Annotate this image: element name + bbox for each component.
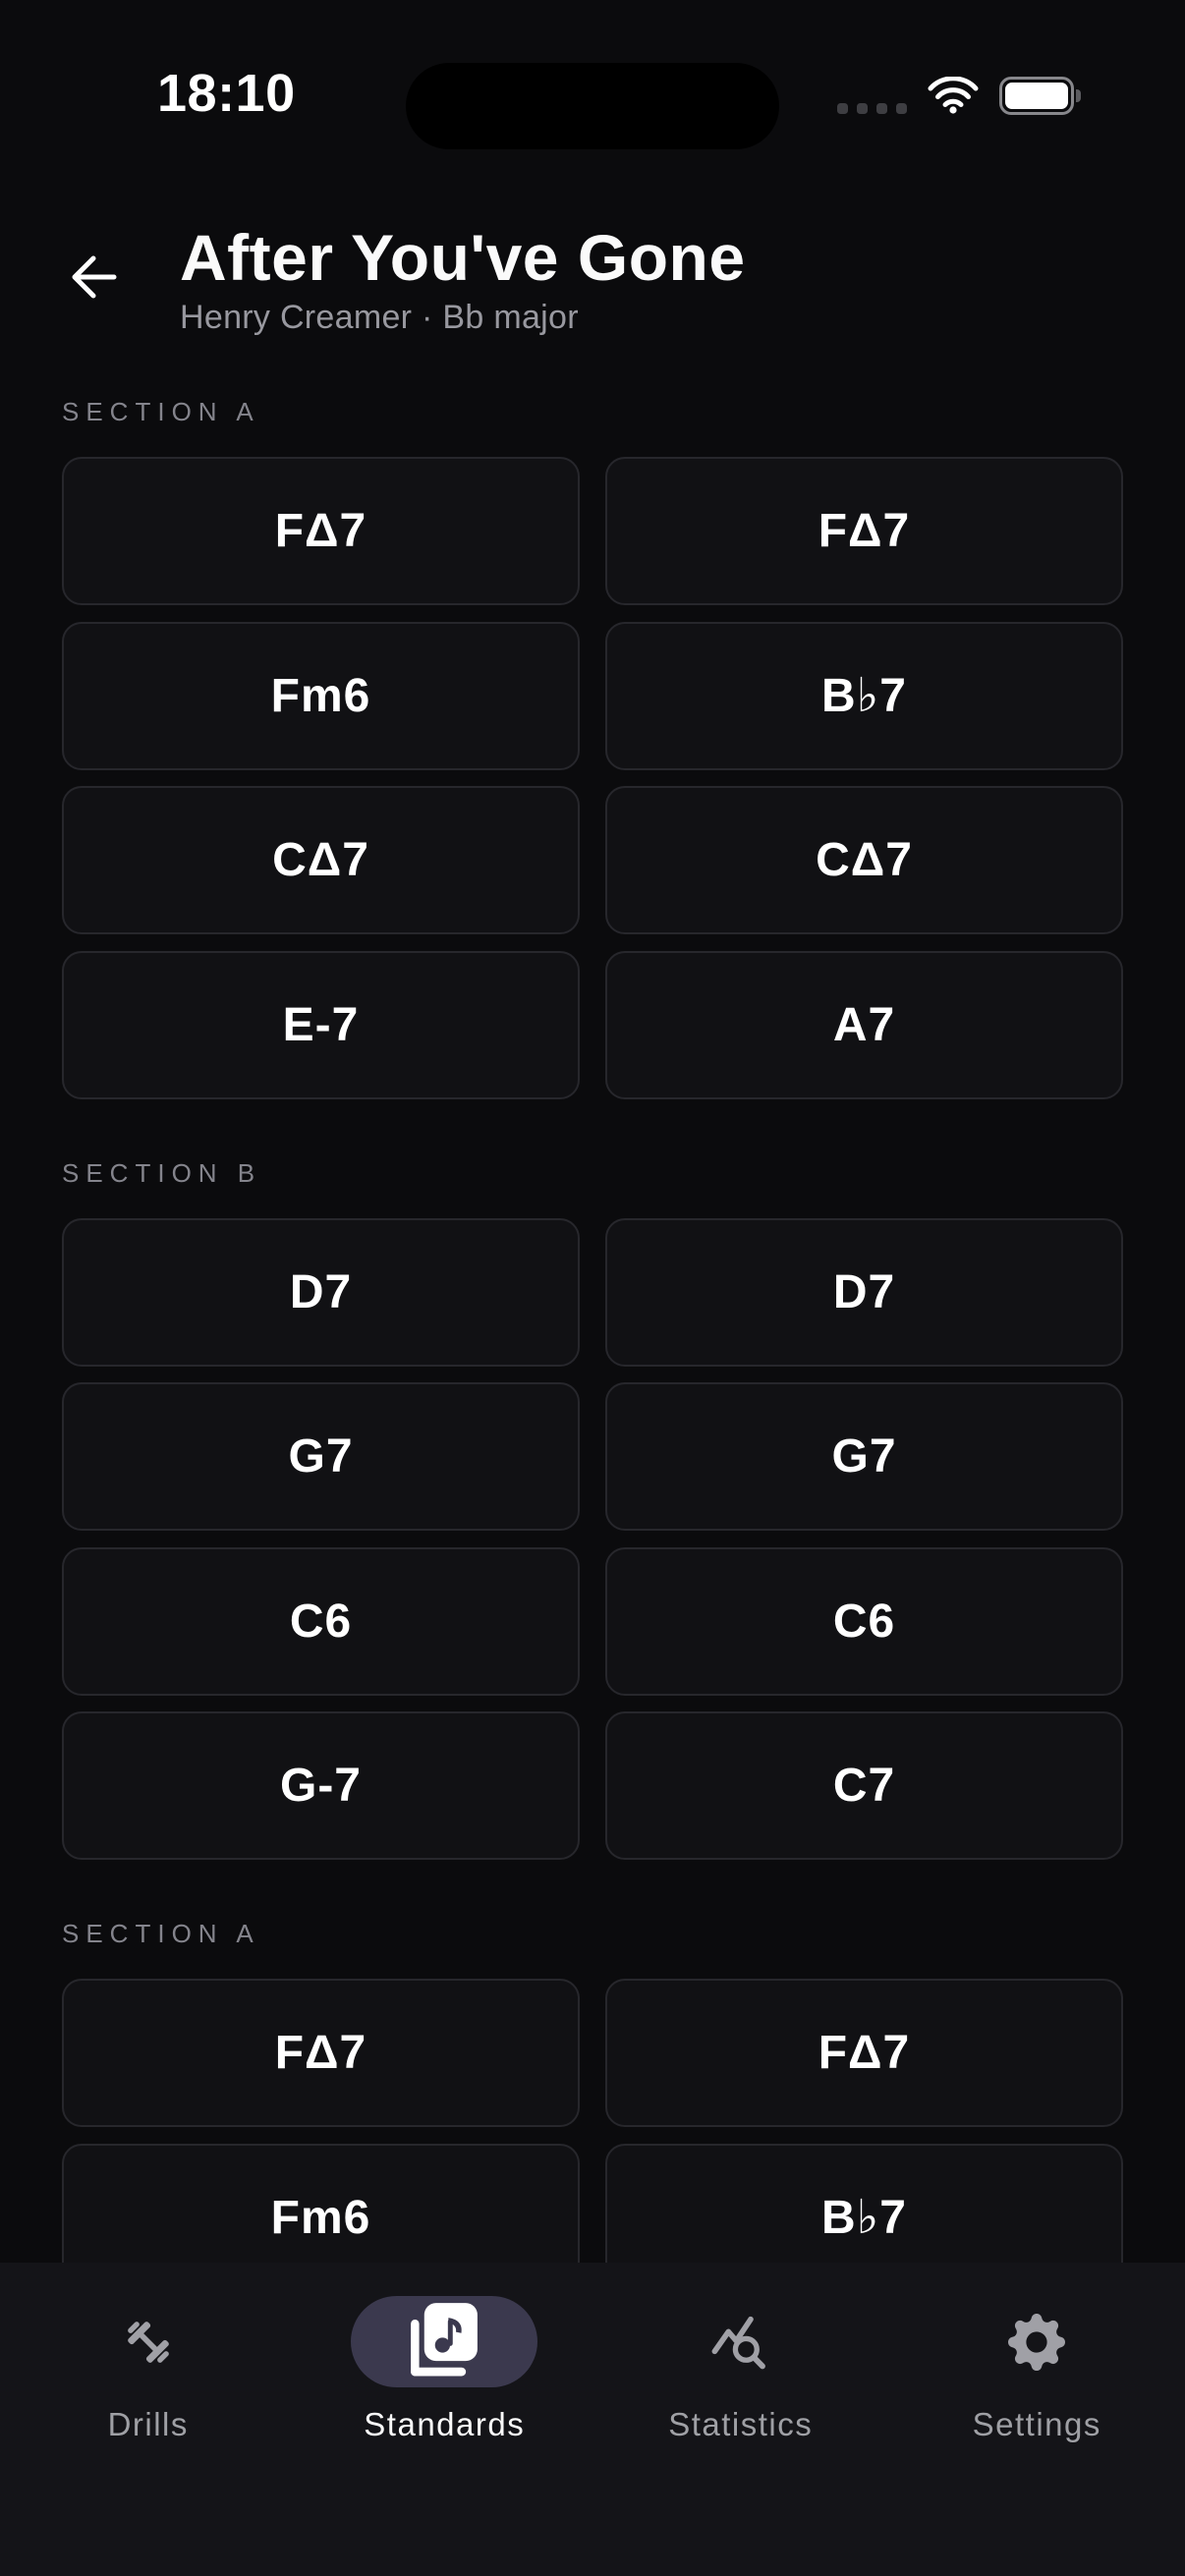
page-subtitle: Henry Creamer · Bb major xyxy=(180,299,579,336)
section-label: SECTION A xyxy=(62,397,260,426)
chord-label: FΔ7 xyxy=(818,2027,911,2079)
chord-label: Fm6 xyxy=(270,669,371,722)
status-bar xyxy=(0,0,1185,128)
chord-label: C6 xyxy=(289,1595,353,1648)
chord-card[interactable] xyxy=(605,786,1123,934)
chord-label: FΔ7 xyxy=(274,2027,367,2079)
chart-search-icon xyxy=(709,2311,772,2374)
section-label: SECTION A xyxy=(62,1919,260,1948)
tab-statistics[interactable] xyxy=(592,2296,889,2442)
status-icons xyxy=(837,75,1074,116)
chord-label: D7 xyxy=(832,1265,896,1318)
chord-label: B♭7 xyxy=(821,670,907,722)
chord-grid xyxy=(62,1979,1123,2292)
chord-card[interactable] xyxy=(605,1382,1123,1531)
tab-standards[interactable] xyxy=(297,2296,593,2442)
chord-card[interactable] xyxy=(62,1711,580,1860)
chord-card[interactable] xyxy=(62,1547,580,1696)
chord-card[interactable] xyxy=(605,951,1123,1099)
chord-label: C6 xyxy=(832,1595,896,1648)
chord-card[interactable] xyxy=(62,1979,580,2127)
wifi-icon xyxy=(928,77,979,114)
chord-card[interactable] xyxy=(605,1979,1123,2127)
tab-label: Drills xyxy=(107,2406,189,2442)
tab-icon-slot xyxy=(648,2296,834,2387)
chord-label: C7 xyxy=(832,1760,896,1812)
tab-bar xyxy=(0,2263,1185,2576)
page-header xyxy=(0,128,1185,338)
chord-card[interactable] xyxy=(62,622,580,770)
battery-icon xyxy=(999,77,1074,115)
section-label: SECTION B xyxy=(62,1157,262,1188)
chord-section xyxy=(62,1917,1123,2292)
back-arrow-icon xyxy=(69,252,118,303)
cellular-dots-icon xyxy=(837,103,907,114)
chord-card[interactable] xyxy=(62,457,580,605)
tab-settings[interactable] xyxy=(889,2296,1185,2442)
title-block xyxy=(180,218,746,338)
chord-label: G-7 xyxy=(279,1760,362,1812)
chord-section xyxy=(62,1156,1123,1861)
chord-label: CΔ7 xyxy=(272,834,369,886)
status-time: 18:10 xyxy=(157,64,296,123)
chord-card[interactable] xyxy=(62,1218,580,1367)
chord-label: B♭7 xyxy=(821,2192,907,2244)
chord-label: G7 xyxy=(288,1430,354,1483)
chord-grid xyxy=(62,1218,1123,1861)
tab-label: Settings xyxy=(972,2406,1101,2442)
gear-icon xyxy=(1008,2314,1065,2371)
chord-label: D7 xyxy=(289,1265,353,1318)
chord-card[interactable] xyxy=(62,951,580,1099)
chord-label: Fm6 xyxy=(270,2191,371,2244)
chord-label: FΔ7 xyxy=(274,505,367,557)
chord-label: E-7 xyxy=(282,998,360,1051)
chord-label: A7 xyxy=(832,998,896,1051)
tab-drills[interactable] xyxy=(0,2296,297,2442)
chord-card[interactable] xyxy=(605,1218,1123,1367)
dynamic-island xyxy=(406,63,779,149)
page-title: After You've Gone xyxy=(180,221,746,294)
chord-card[interactable] xyxy=(62,786,580,934)
chord-label: G7 xyxy=(831,1430,897,1483)
tab-icon-slot xyxy=(943,2296,1130,2387)
tab-icon-slot xyxy=(351,2296,537,2387)
chord-card[interactable] xyxy=(605,1547,1123,1696)
chord-grid xyxy=(62,457,1123,1099)
back-button[interactable] xyxy=(69,252,118,303)
chord-label: CΔ7 xyxy=(816,834,913,886)
tab-icon-slot xyxy=(55,2296,242,2387)
chord-label: FΔ7 xyxy=(818,505,911,557)
tab-label: Standards xyxy=(364,2406,526,2442)
chord-card[interactable] xyxy=(605,622,1123,770)
music-book-icon xyxy=(404,2299,484,2385)
tab-label: Statistics xyxy=(668,2406,814,2442)
chord-section xyxy=(62,395,1123,1099)
chord-card[interactable] xyxy=(605,457,1123,605)
chord-card[interactable] xyxy=(605,1711,1123,1860)
dumbbell-icon xyxy=(118,2312,179,2373)
chord-card[interactable] xyxy=(62,1382,580,1531)
chord-sections xyxy=(0,395,1185,2292)
